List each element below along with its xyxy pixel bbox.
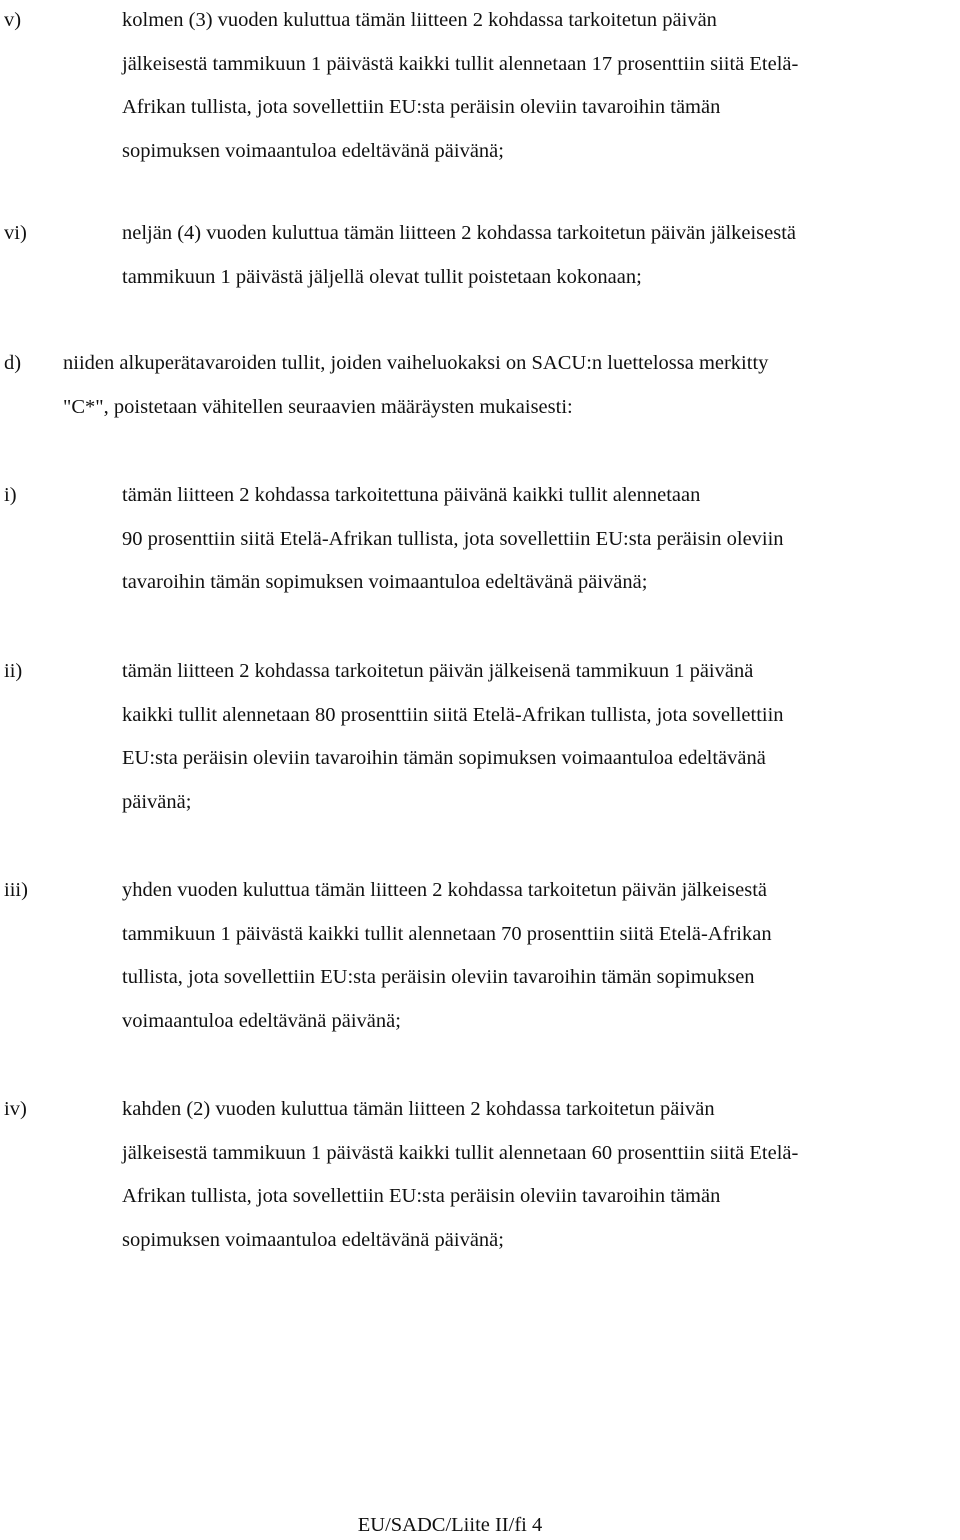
clause-label: i) bbox=[4, 484, 17, 506]
clause-label: iv) bbox=[4, 1098, 27, 1120]
clause-text: kahden (2) vuoden kuluttua tämän liitteen 2 kohdassa tarkoitetun päivän jälkeisestä tammikuun 1 päivästä kaikki tullit alennetaan 60 prosenttiin siitä Etelä- Afrikan tullista, jota sovellettiin EU:sta peräisin oleviin tavaroihin tämän sopimuksen voimaantuloa edeltävänä päivänä; bbox=[122, 1098, 799, 1251]
clause-label: iii) bbox=[4, 879, 28, 901]
clause-text: neljän (4) vuoden kuluttua tämän liitteen 2 kohdassa tarkoitetun päivän jälkeisestä tammikuun 1 päivästä jäljellä olevat tullit poistetaan kokonaan; bbox=[122, 222, 797, 288]
clause-text: niiden alkuperätavaroiden tullit, joiden vaiheluokaksi on SACU:n luettelossa merkitty "C*", poistetaan vähitellen seuraavien määräysten mukaisesti: bbox=[63, 352, 769, 418]
clause-text: tämän liitteen 2 kohdassa tarkoitetun päivän jälkeisenä tammikuun 1 päivänä kaikki tullit alennetaan 80 prosenttiin siitä Etelä-Afrikan tullista, jota sovellettiin EU:sta peräisin oleviin tavaroihin tämän sopimuksen voimaantuloa edeltävänä päivänä; bbox=[122, 660, 784, 813]
clause-text: yhden vuoden kuluttua tämän liitteen 2 kohdassa tarkoitetun päivän jälkeisestä tammikuun 1 päivästä kaikki tullit alennetaan 70 prosenttiin siitä Etelä-Afrikan tullista, jota sovellettiin EU:sta peräisin oleviin tavaroihin tämän sopimuksen voimaantuloa edeltävänä päivänä; bbox=[122, 879, 772, 1032]
clause-label: ii) bbox=[4, 660, 23, 682]
clause-label: vi) bbox=[4, 222, 27, 244]
clause-label: d) bbox=[4, 352, 22, 374]
clause-text: kolmen (3) vuoden kuluttua tämän liitteen 2 kohdassa tarkoitetun päivän jälkeisestä tammikuun 1 päivästä kaikki tullit alennetaan 17 prosenttiin siitä Etelä- Afrikan tullista, jota sovellettiin EU:sta peräisin oleviin tavaroihin tämän sopimuksen voimaantuloa edeltävänä päivänä; bbox=[122, 9, 799, 162]
clause-text: tämän liitteen 2 kohdassa tarkoitettuna päivänä kaikki tullit alennetaan 90 prosenttiin siitä Etelä-Afrikan tullista, jota sovellettiin EU:sta peräisin oleviin tavaroihin tämän sopimuksen voimaantuloa edeltävänä päivänä; bbox=[122, 484, 784, 593]
clause-label: v) bbox=[4, 9, 22, 31]
footer-reference: EU/SADC/Liite II/fi 4 bbox=[357, 1514, 543, 1536]
page-footer bbox=[0, 1510, 960, 1540]
